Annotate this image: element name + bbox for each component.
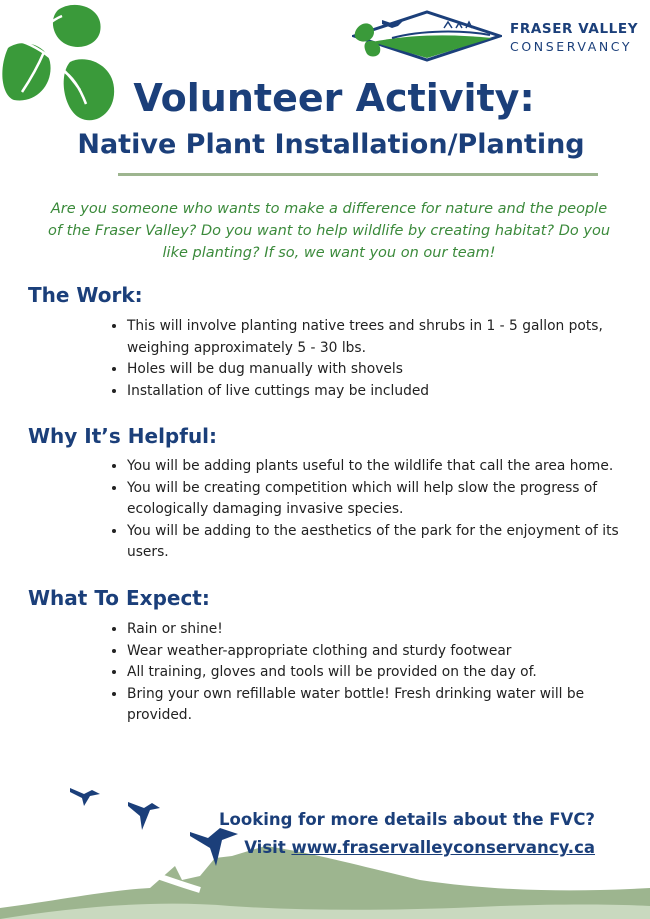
page-subtitle: Native Plant Installation/Planting [77, 129, 585, 160]
contact-call-to-action [219, 806, 595, 862]
list-item: • Bring your own refillable water bottle! Fresh drinking water will be provided. [127, 684, 622, 727]
section-heading-what-to-expect: What To Expect: [28, 586, 210, 610]
fvc-logo [352, 8, 642, 64]
title-divider [118, 173, 598, 176]
list-item: • You will be adding to the aesthetics of the park for the enjoyment of its users. [127, 521, 622, 564]
section-heading-the-work: The Work: [28, 283, 143, 307]
fvc-logo-text [510, 21, 638, 55]
list-item: • You will be creating competition which will help slow the progress of ecologically damaging invasive species. [127, 478, 622, 521]
intro-paragraph: Are you someone who wants to make a difference for nature and the people of the Fraser Valley? Do you want to help wildlife by creating habitat? Do you like planting? If so, we want you on our team! [47, 201, 611, 261]
list-item: • You will be adding plants useful to the wildlife that call the area home. [127, 456, 622, 478]
cta-visit-line [219, 834, 595, 862]
list-item: • Rain or shine! [127, 619, 622, 641]
cta-visit-label: Visit [244, 838, 286, 857]
section-heading-why-helpful: Why It’s Helpful: [28, 424, 218, 448]
page-title: Volunteer Activity: [133, 76, 535, 120]
section-list-what-to-expect [110, 619, 622, 727]
logo-line2: CONSERVANCY [510, 39, 633, 54]
list-item: • This will involve planting native trees and shrubs in 1 - 5 gallon pots, weighing approximately 5 - 30 lbs. [127, 316, 622, 359]
section-list-the-work [110, 316, 622, 402]
bird-icon [128, 802, 160, 830]
list-item: • All training, gloves and tools will be provided on the day of. [127, 662, 622, 684]
list-item: • Wear weather-appropriate clothing and sturdy footwear [127, 641, 622, 663]
bird-icon [70, 788, 100, 806]
list-item: • Installation of live cuttings may be included [127, 381, 622, 403]
list-item: • Holes will be dug manually with shovels [127, 359, 622, 381]
logo-line1: FRASER VALLEY [510, 21, 639, 37]
fvc-logo-mark-icon [352, 8, 502, 64]
cta-question: Looking for more details about the FVC? [219, 810, 595, 829]
section-list-why-helpful [110, 456, 622, 564]
website-link[interactable]: www.fraservalleyconservancy.ca [291, 838, 595, 857]
